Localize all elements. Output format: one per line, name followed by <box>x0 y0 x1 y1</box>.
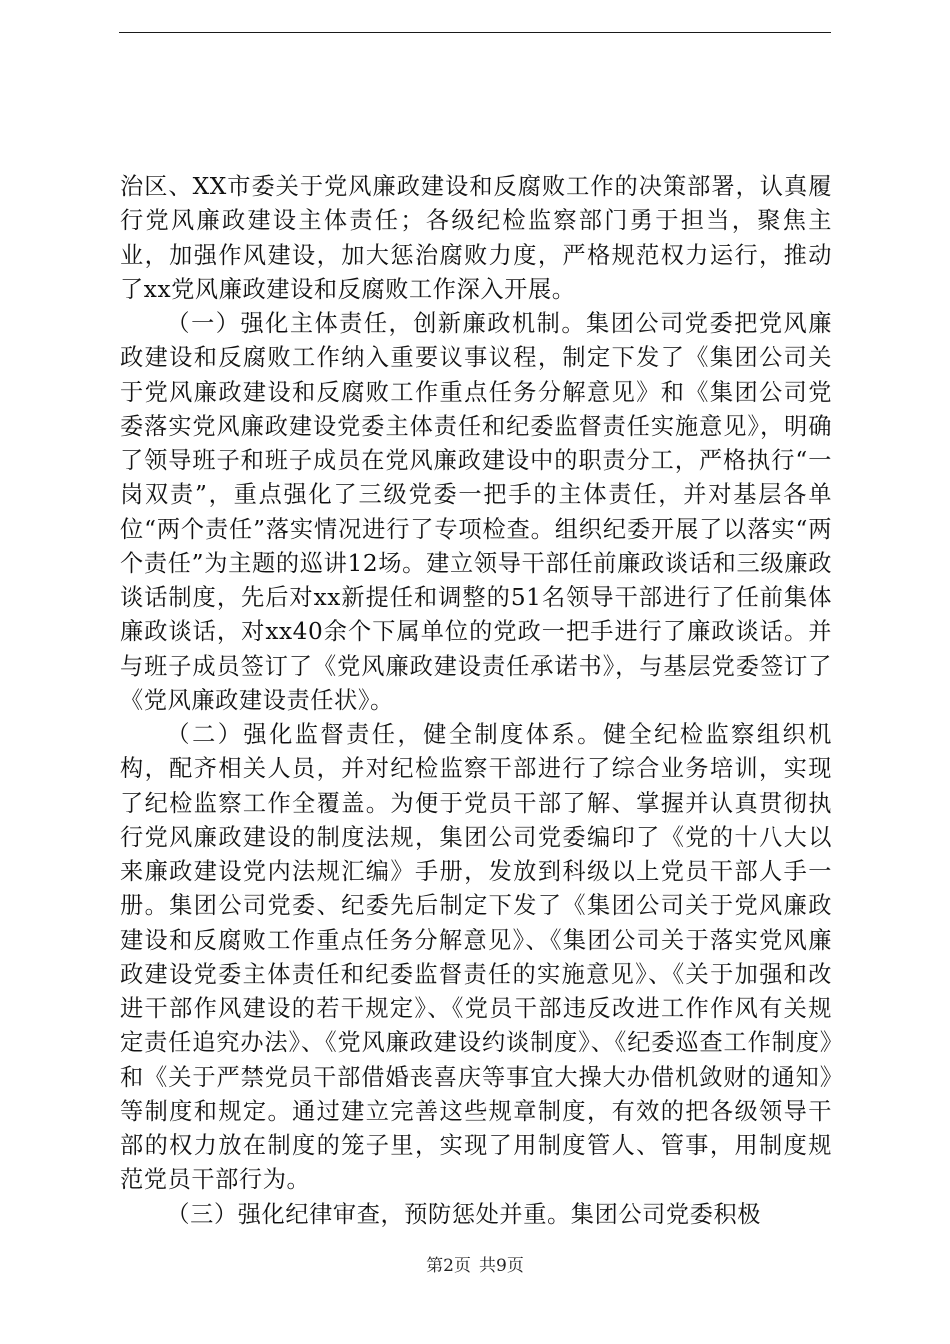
paragraph-continuation: 治区、XX市委关于党风廉政建设和反腐败工作的决策部署，认真履行党风廉政建设主体责任；各级纪检监察部门勇于担当，聚焦主业，加强作风建设，加大惩治腐败力度，严格规范权力运行，推动了xx党风廉政建设和反腐败工作深入开展。 <box>120 173 832 303</box>
paragraph-section-3: （三）强化纪律审查，预防惩处并重。集团公司党委积极 <box>166 1200 762 1228</box>
header-rule <box>119 32 831 33</box>
document-body <box>120 170 832 1232</box>
page-number: 第2页 <box>426 1256 471 1276</box>
paragraph-section-2: （二）强化监督责任，健全制度体系。健全纪检监察组织机构，配齐相关人员，并对纪检监察干部进行了综合业务培训，实现了纪检监察工作全覆盖。为便于党员干部了解、掌握并认真贯彻执行党风廉政建设的制度法规，集团公司党委编印了《党的十八大以来廉政建设党内法规汇编》手册，发放到科级以上党员干部人手一册。集团公司党委、纪委先后制定下发了《集团公司关于党风廉政建设和反腐败工作重点任务分解意见》、《集团公司关于落实党风廉政建设党委主体责任和纪委监督责任的实施意见》、《关于加强和改进干部作风建设的若干规定》、《党员干部违反改进工作作风有关规定责任追究办法》、《党风廉政建设约谈制度》、《纪委巡查工作制度》和《关于严禁党员干部借婚丧喜庆等事宜大操大办借机敛财的通知》等制度和规定。通过建立完善这些规章制度，有效的把各级领导干部的权力放在制度的笼子里，实现了用制度管人、管事，用制度规范党员干部行为。 <box>120 721 832 1194</box>
page-total: 共9页 <box>479 1256 524 1276</box>
page-footer <box>0 1255 950 1277</box>
paragraph-section-1: （一）强化主体责任，创新廉政机制。集团公司党委把党风廉政建设和反腐败工作纳入重要议事议程，制定下发了《集团公司关于党风廉政建设和反腐败工作重点任务分解意见》和《集团公司党委落实党风廉政建设党委主体责任和纪委监督责任实施意见》，明确了领导班子和班子成员在党风廉政建设中的职责分工，严格执行“一岗双责”，重点强化了三级党委一把手的主体责任，并对基层各单位“两个责任”落实情况进行了专项检查。组织纪委开展了以落实“两个责任”为主题的巡讲12场。建立领导干部任前廉政谈话和三级廉政谈话制度，先后对xx新提任和调整的51名领导干部进行了任前集体廉政谈话，对xx40余个下属单位的党政一把手进行了廉政谈话。并与班子成员签订了《党风廉政建设责任承诺书》，与基层党委签订了《党风廉政建设责任状》。 <box>120 310 832 714</box>
